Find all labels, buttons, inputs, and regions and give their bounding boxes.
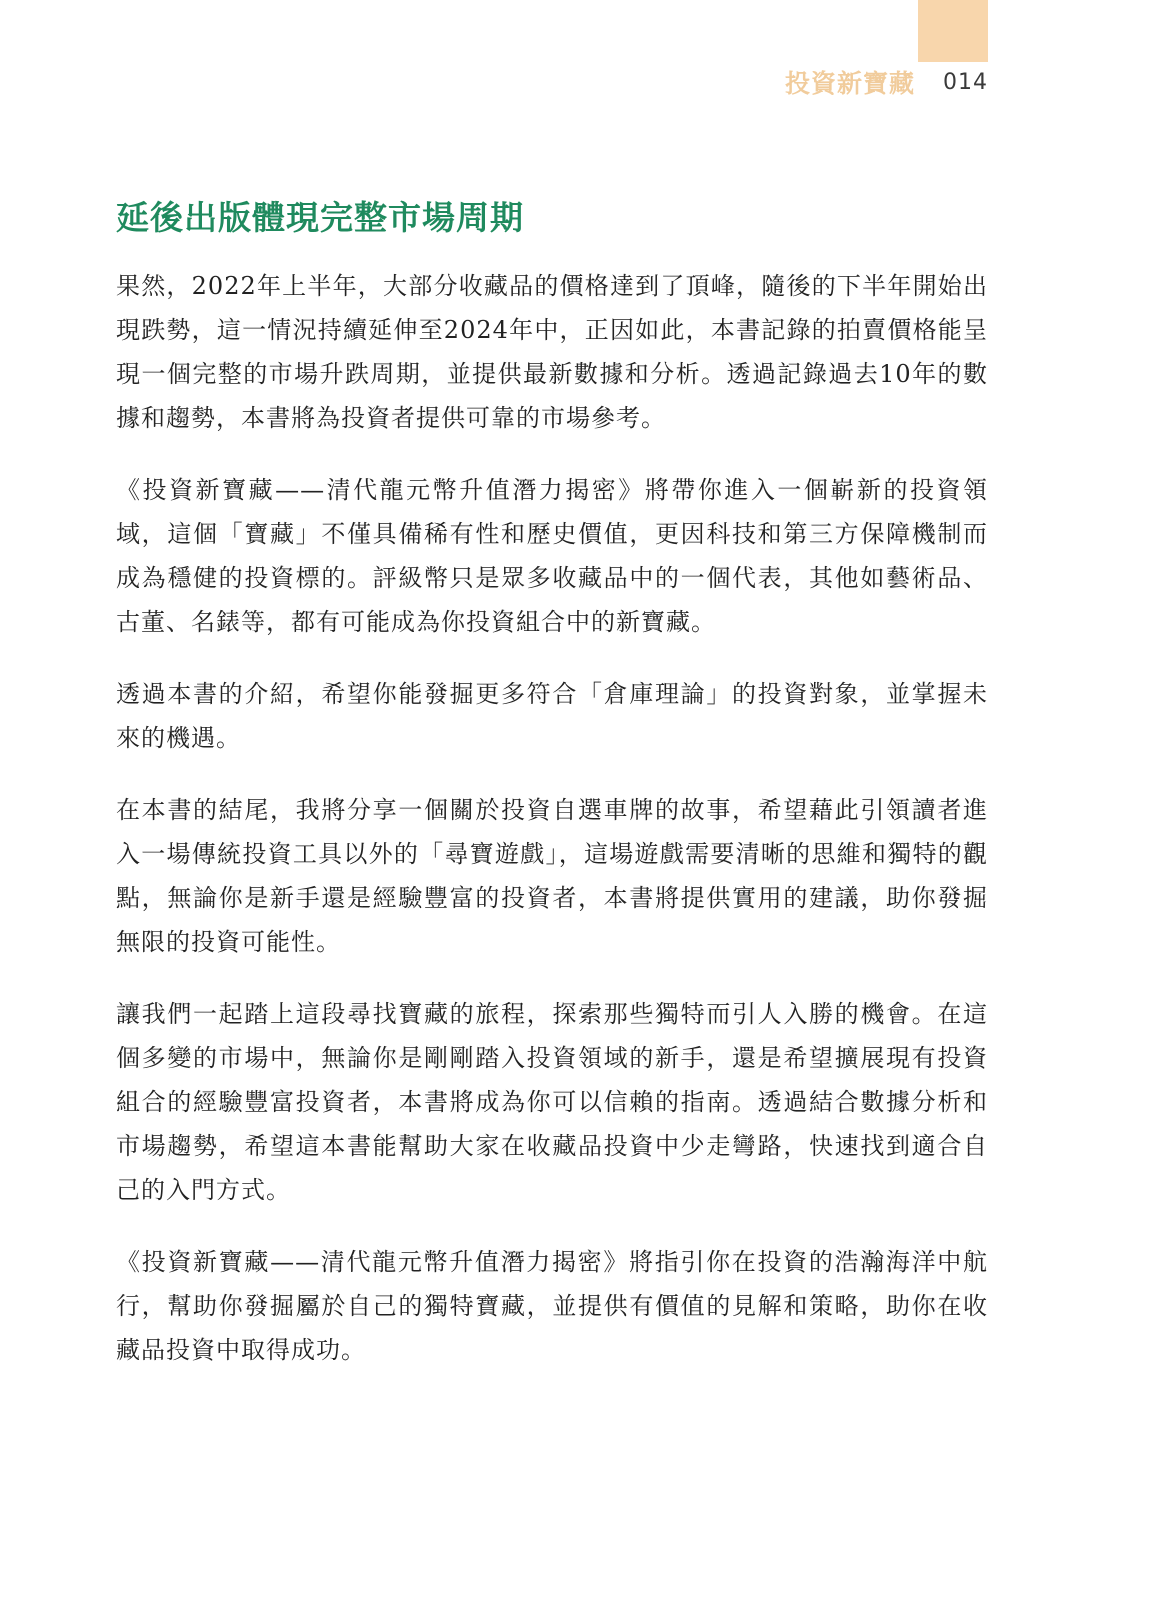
body-paragraph: 讓我們一起踏上這段尋找寶藏的旅程，探索那些獨特而引人入勝的機會。在這個多變的市場中，無論你是剛剛踏入投資領域的新手，還是希望擴展現有投資組合的經驗豐富投資者，本書將成為你可以信賴的指南。透過結合數據分析和市場趨勢，希望這本書能幫助大家在收藏品投資中少走彎路，快速找到適合自己的入門方式。 — [116, 1000, 988, 1204]
body-paragraph: 果然，2022年上半年，大部分收藏品的價格達到了頂峰，隨後的下半年開始出現跌勢，這一情況持續延伸至2024年中，正因如此，本書記錄的拍賣價格能呈現一個完整的市場升跌周期，並提供最新數據和分析。透過記錄過去10年的數據和趨勢，本書將為投資者提供可靠的市場參考。 — [116, 272, 988, 432]
page-number: 014 — [943, 69, 988, 95]
body-paragraph: 透過本書的介紹，希望你能發掘更多符合「倉庫理論」的投資對象，並掌握未來的機遇。 — [116, 680, 988, 752]
body-paragraph: 在本書的結尾，我將分享一個關於投資自選車牌的故事，希望藉此引領讀者進入一場傳統投資工具以外的「尋寶遊戲」，這場遊戲需要清晰的思維和獨特的觀點，無論你是新手還是經驗豐富的投資者，本書將提供實用的建議，助你發掘無限的投資可能性。 — [116, 796, 988, 956]
page-corner-tab — [918, 0, 988, 62]
body-paragraph: 《投資新寶藏——清代龍元幣升值潛力揭密》將指引你在投資的浩瀚海洋中航行，幫助你發掘屬於自己的獨特寶藏，並提供有價值的見解和策略，助你在收藏品投資中取得成功。 — [116, 1248, 988, 1364]
page-content — [116, 192, 988, 1400]
body-paragraph: 《投資新寶藏——清代龍元幣升值潛力揭密》將帶你進入一個嶄新的投資領域，這個「寶藏」不僅具備稀有性和歷史價值，更因科技和第三方保障機制而成為穩健的投資標的。評級幣只是眾多收藏品中的一個代表，其他如藝術品、古董、名錶等，都有可能成為你投資組合中的新寶藏。 — [116, 476, 988, 636]
running-header — [785, 62, 988, 102]
section-heading: 延後出版體現完整市場周期 — [116, 198, 524, 237]
running-title: 投資新寶藏 — [784, 69, 915, 98]
